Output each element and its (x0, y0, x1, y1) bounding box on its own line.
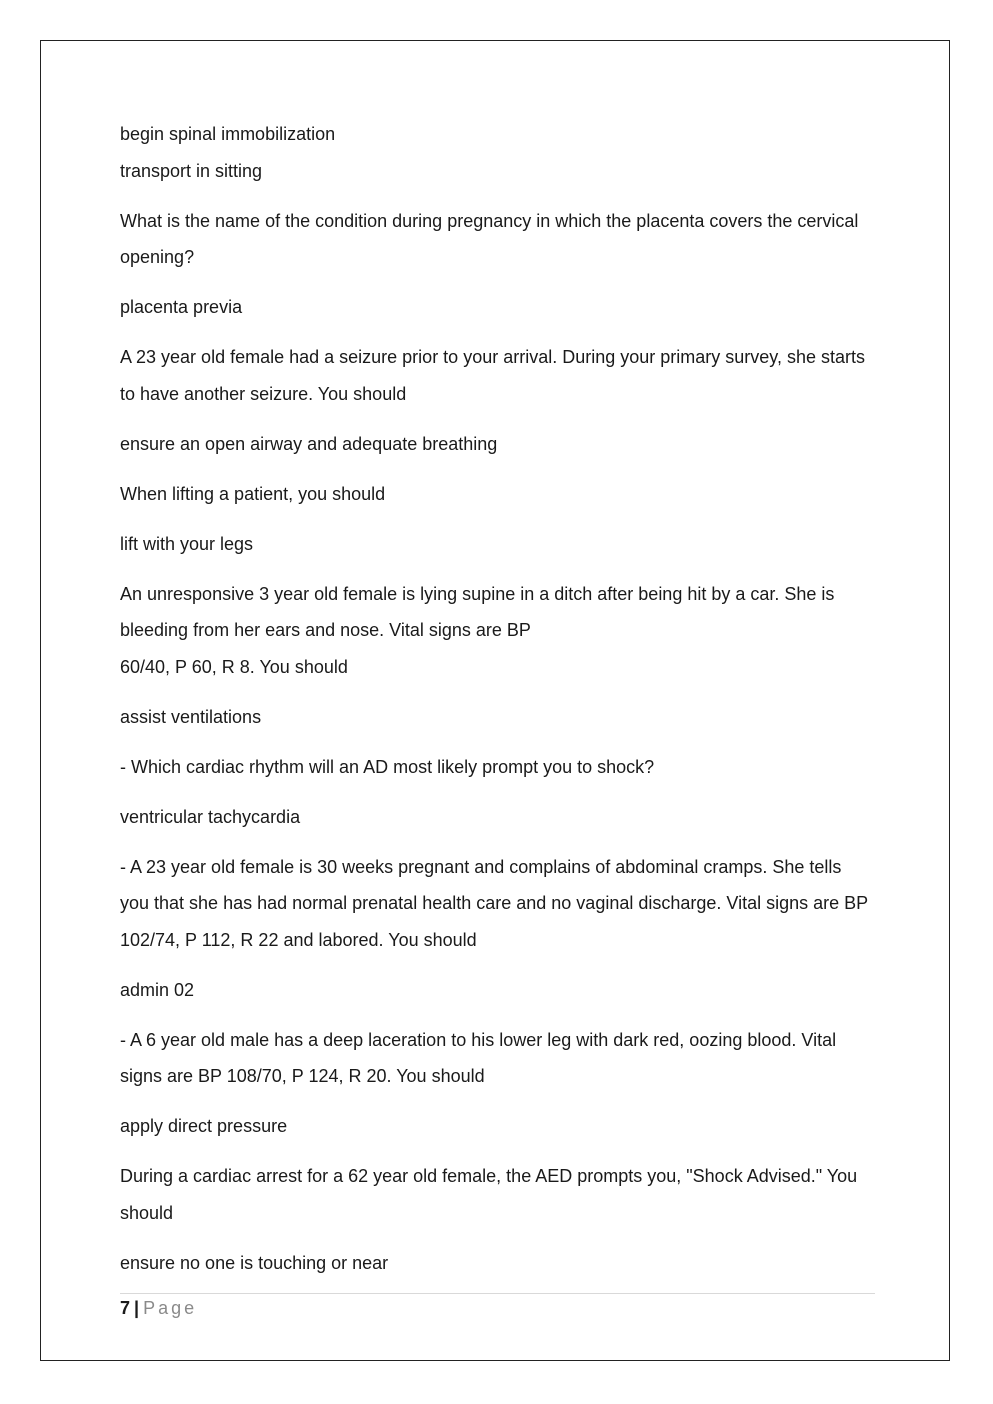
page-footer (120, 1296, 197, 1320)
question-paragraph: During a cardiac arrest for a 62 year old female, the AED prompts you, "Shock Advised." You should (120, 1166, 858, 1223)
page-number: 7 (120, 1298, 131, 1318)
footer-separator: | (134, 1298, 140, 1318)
page-label: Page (143, 1298, 198, 1318)
answer-paragraph: ensure an open airway and adequate breathing (120, 433, 498, 454)
question-paragraph: - A 6 year old male has a deep laceration to his lower leg with dark red, oozing blood. Vital signs are BP 108/70, P 124, R 20. You should (120, 1029, 837, 1086)
question-paragraph: When lifting a patient, you should (120, 483, 386, 504)
answer-paragraph: ensure no one is touching or near (120, 1252, 389, 1273)
question-paragraph: What is the name of the condition during pregnancy in which the placenta covers the cervical opening? (120, 210, 859, 267)
answer-paragraph: assist ventilations (120, 706, 262, 727)
answer-paragraph: apply direct pressure (120, 1116, 288, 1136)
document-body (120, 116, 875, 1295)
footer-divider (120, 1293, 875, 1294)
question-paragraph: An unresponsive 3 year old female is lying supine in a ditch after being hit by a car. She is bleeding from her ears and nose. Vital signs are BP 60/40, P 60, R 8. You should (120, 583, 835, 677)
paragraph: begin spinal immobilization (120, 124, 336, 144)
paragraph: transport in sitting (120, 160, 263, 181)
question-paragraph: - A 23 year old female is 30 weeks pregnant and complains of abdominal cramps. She tells you that she has had normal prenatal health care and no vaginal discharge. Vital signs are BP 102/74, P 112, R 22 and labored. You should (120, 856, 868, 950)
answer-paragraph: lift with your legs (120, 533, 254, 554)
answer-paragraph: placenta previa (120, 297, 243, 317)
answer-paragraph: ventricular tachycardia (120, 806, 301, 827)
question-paragraph: - Which cardiac rhythm will an AD most likely prompt you to shock? (120, 756, 655, 777)
question-paragraph: A 23 year old female had a seizure prior to your arrival. During your primary survey, she starts to have another seizure. You should (120, 347, 865, 404)
answer-paragraph: admin 02 (120, 979, 195, 1000)
